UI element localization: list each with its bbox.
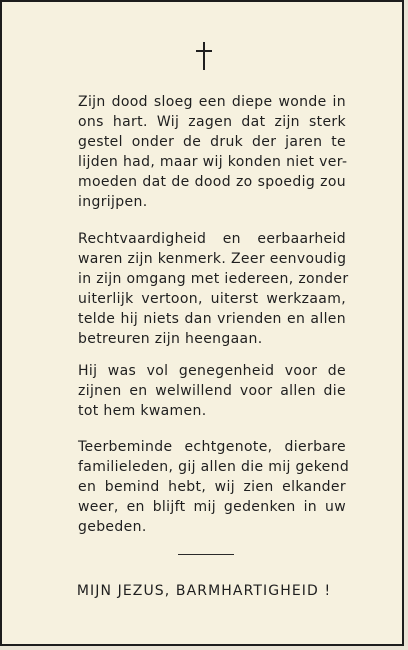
text-line: gebeden. — [78, 519, 147, 535]
text-line: lijden had, maar wij konden niet ver- — [78, 154, 348, 170]
text-line: telde hij niets dan vrienden en allen — [78, 311, 346, 327]
paragraph-3 — [78, 361, 346, 421]
text-line: Teerbeminde echtgenote, dierbare — [78, 439, 346, 455]
text-line: betreuren zijn heengaan. — [78, 331, 263, 347]
text-line: ingrijpen. — [78, 194, 148, 210]
text-line: Hij was vol genegenheid voor de — [78, 363, 346, 379]
text-line: gestel onder de druk der jaren te — [78, 134, 346, 150]
text-line: uiterlijk vertoon, uiterst werkzaam, — [78, 291, 346, 307]
closing-prayer: MIJN JEZUS, BARMHARTIGHEID ! — [76, 583, 332, 599]
text-line: ons hart. Wij zagen dat zijn sterk — [78, 114, 346, 130]
paragraph-4 — [78, 437, 350, 537]
text-line: in zijn omgang met iedereen, zonder — [78, 271, 349, 287]
divider-line — [178, 554, 234, 555]
text-line: weer, en blijft mij gedenken in uw — [78, 499, 346, 515]
paragraph-2 — [78, 229, 349, 349]
cross-icon — [196, 42, 212, 70]
text-line: en bemind hebt, wij zien elkander — [78, 479, 346, 495]
text-line: tot hem kwamen. — [78, 403, 207, 419]
text-line: moeden dat de dood zo spoedig zou — [78, 174, 346, 190]
text-line: Rechtvaardigheid en eerbaarheid — [78, 231, 346, 247]
text-line: Zijn dood sloeg een diepe wonde in — [78, 94, 346, 110]
paragraph-1 — [78, 92, 346, 212]
text-line: zijnen en welwillend voor allen die — [78, 383, 346, 399]
text-line: waren zijn kenmerk. Zeer eenvoudig — [78, 251, 347, 267]
text-line: familieleden, gij allen die mij gekend — [78, 459, 350, 475]
